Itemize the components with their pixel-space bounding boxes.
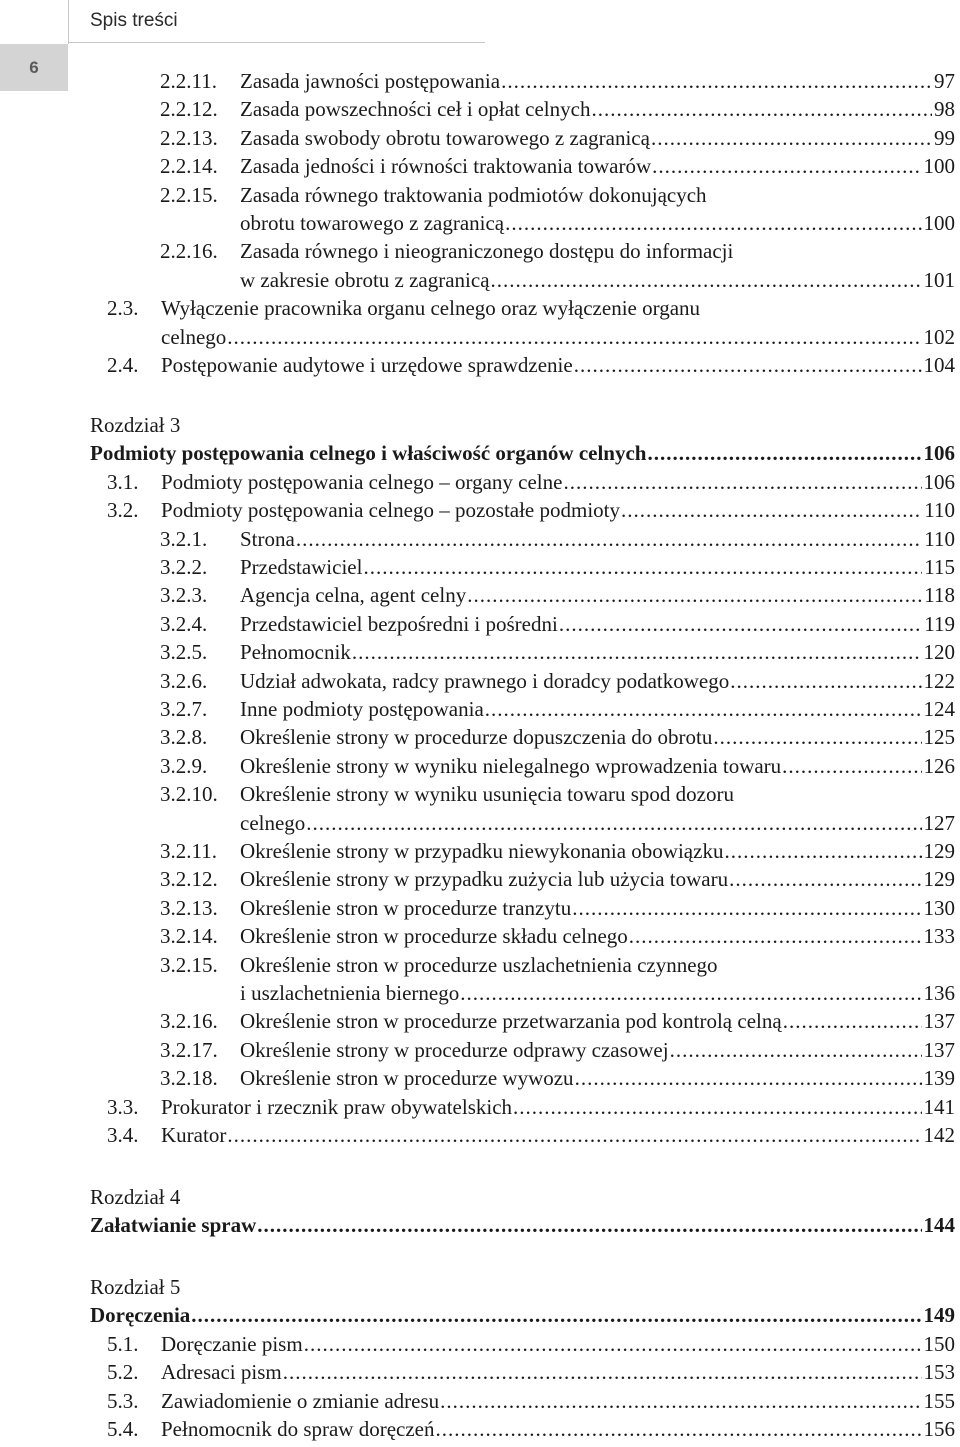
- entry-number: 5.3.: [107, 1388, 139, 1413]
- toc-entry: [240, 124, 955, 152]
- entry-title: Podmioty postępowania celnego i właściwość organów celnych: [90, 441, 647, 466]
- dot-leader: [647, 439, 921, 467]
- entry-title-line: Określenie stron w procedurze uszlachetnienia czynnego: [240, 952, 718, 977]
- entry-title: Adresaci pism: [161, 1360, 282, 1385]
- chapter-label: Rozdział 3: [90, 413, 181, 437]
- entry-title: Określenie stron w procedurze przetwarzania pod kontrolą celną: [240, 1009, 782, 1034]
- entry-title: celnego: [161, 324, 227, 349]
- entry-page: 139: [923, 1066, 955, 1091]
- entry-page: 100: [923, 211, 955, 235]
- toc-entry: [240, 553, 955, 581]
- toc-entry: [240, 581, 955, 609]
- dot-leader: [730, 667, 921, 695]
- entry-title: Przedstawiciel bezpośredni i pośredni: [240, 611, 558, 636]
- entry-page: 153: [923, 1360, 955, 1385]
- dot-leader: [724, 837, 921, 865]
- entry-number: 2.2.13.: [160, 125, 218, 150]
- entry-number: 5.1.: [107, 1331, 139, 1356]
- entry-number: 3.2.: [107, 498, 139, 523]
- entry-number: 3.2.7.: [160, 697, 208, 721]
- dot-leader: [652, 152, 921, 180]
- entry-number: 2.3.: [107, 296, 139, 321]
- entry-title: Określenie strony w przypadku zużycia lub użycia towaru: [240, 867, 729, 892]
- entry-title: celnego: [240, 810, 306, 835]
- entry-page: 119: [924, 611, 955, 636]
- toc-entry: [240, 752, 955, 780]
- entry-number: 3.2.15.: [160, 952, 218, 977]
- entry-page: 100: [923, 154, 955, 179]
- toc-entry: [240, 1007, 955, 1035]
- entry-page: 97: [934, 69, 955, 93]
- header-divider-horizontal: [68, 42, 485, 43]
- dot-leader: [651, 124, 932, 152]
- entry-number: 2.2.11.: [160, 69, 217, 93]
- dot-leader: [491, 266, 922, 294]
- entry-title: Udział adwokata, radcy prawnego i doradcy podatkowego: [240, 668, 730, 693]
- dot-leader: [729, 865, 921, 893]
- dot-leader: [782, 752, 921, 780]
- entry-page: 156: [923, 1417, 955, 1441]
- entry-page: 102: [923, 324, 955, 349]
- entry-title: Zasada powszechności ceł i opłat celnych: [240, 97, 591, 122]
- entry-number: 3.2.4.: [160, 611, 208, 636]
- dot-leader: [501, 67, 932, 95]
- dot-leader: [485, 695, 922, 723]
- dot-leader: [296, 525, 922, 553]
- entry-title: Określenie strony w procedurze odprawy czasowej: [240, 1037, 669, 1062]
- entry-page: 129: [923, 839, 955, 863]
- entry-page: 133: [923, 924, 955, 949]
- chapter-label: Rozdział 4: [90, 1185, 181, 1209]
- dot-leader: [191, 1301, 921, 1329]
- dot-leader: [467, 581, 922, 609]
- entry-title-line: Zasada równego traktowania podmiotów dokonujących: [240, 182, 707, 207]
- toc-entry: [161, 496, 955, 524]
- entry-title: Pełnomocnik: [240, 640, 351, 665]
- entry-number: 5.4.: [107, 1417, 139, 1441]
- entry-title: Pełnomocnik do spraw doręczeń: [161, 1417, 435, 1441]
- entry-number: 3.2.18.: [160, 1066, 218, 1091]
- entry-title: Określenie stron w procedurze wywozu: [240, 1066, 574, 1091]
- entry-title: Zasada jawności postępowania: [240, 69, 501, 93]
- toc-entry: [240, 894, 955, 922]
- entry-page: 110: [924, 498, 955, 523]
- entry-number: 3.2.14.: [160, 924, 218, 949]
- entry-number: 2.2.15.: [160, 182, 218, 207]
- entry-page: 142: [923, 1123, 955, 1147]
- entry-title-line: Określenie strony w wyniku usunięcia towaru spod dozoru: [240, 782, 734, 807]
- toc-entry: [240, 667, 955, 695]
- entry-number: 2.4.: [107, 353, 139, 377]
- entry-title: Określenie stron w procedurze składu celnego: [240, 924, 628, 949]
- dot-leader: [304, 1330, 922, 1358]
- entry-page: 101: [923, 267, 955, 292]
- toc-entry: [240, 638, 955, 666]
- entry-number: 3.2.16.: [160, 1009, 218, 1034]
- entry-page: 141: [923, 1094, 955, 1119]
- toc-entry: [240, 95, 955, 123]
- toc-entry: [240, 837, 955, 865]
- entry-title: Doręczenia: [90, 1303, 191, 1328]
- entry-page: 115: [924, 555, 955, 579]
- entry-page: 137: [923, 1037, 955, 1062]
- entry-title: Prokurator i rzecznik praw obywatelskich: [161, 1094, 513, 1119]
- entry-title: Doręczanie pism: [161, 1331, 303, 1356]
- entry-page: 110: [924, 526, 955, 551]
- entry-number: 2.2.14.: [160, 154, 218, 179]
- dot-leader: [575, 1064, 922, 1092]
- entry-number: 3.2.3.: [160, 583, 208, 608]
- toc-entry: [240, 979, 955, 1007]
- toc-entry: [161, 1330, 955, 1358]
- entry-title: Określenie stron w procedurze tranzytu: [240, 895, 572, 920]
- dot-leader: [440, 1387, 921, 1415]
- entry-title: Podmioty postępowania celnego – pozostałe podmioty: [161, 498, 621, 523]
- toc-entry: [240, 922, 955, 950]
- entry-number: 3.2.2.: [160, 555, 208, 579]
- entry-title: Zawiadomienie o zmianie adresu: [161, 1388, 440, 1413]
- running-head: Spis treści: [90, 10, 178, 31]
- entry-page: 136: [923, 981, 955, 1005]
- toc-entry: [240, 723, 955, 751]
- dot-leader: [559, 610, 922, 638]
- chapter-label: Rozdział 5: [90, 1275, 181, 1299]
- dot-leader: [352, 638, 922, 666]
- toc-entry: [161, 1358, 955, 1386]
- entry-number: 3.2.13.: [160, 895, 218, 920]
- toc-entry: [240, 695, 955, 723]
- entry-title: Postępowanie audytowe i urzędowe sprawdzenie: [161, 353, 573, 377]
- entry-number: 3.2.9.: [160, 753, 208, 778]
- entry-page: 126: [923, 753, 955, 778]
- toc-entry: [90, 1211, 955, 1239]
- entry-number: 3.2.10.: [160, 782, 218, 807]
- entry-number: 3.2.5.: [160, 640, 208, 665]
- toc-entry: [90, 1301, 955, 1329]
- dot-leader: [363, 553, 922, 581]
- toc-entry: [240, 865, 955, 893]
- toc-entry: [240, 525, 955, 553]
- entry-number: 3.1.: [107, 469, 139, 494]
- entry-title: Agencja celna, agent celny: [240, 583, 467, 608]
- dot-leader: [713, 723, 921, 751]
- entry-page: 120: [923, 640, 955, 665]
- entry-title: Strona: [240, 526, 295, 551]
- entry-title: Określenie strony w przypadku niewykonania obowiązku: [240, 839, 724, 863]
- entry-title: i uszlachetnienia biernego: [240, 981, 460, 1005]
- entry-number: 3.2.1.: [160, 526, 208, 551]
- entry-page: 106: [923, 469, 955, 494]
- toc-entry: [161, 468, 955, 496]
- entry-number: 2.2.12.: [160, 97, 218, 122]
- toc-entry: [161, 1415, 955, 1443]
- entry-title: Określenie strony w procedurze dopuszczenia do obrotu: [240, 725, 713, 750]
- entry-page: 125: [923, 725, 955, 750]
- entry-number: 3.4.: [107, 1123, 139, 1147]
- entry-page: 150: [923, 1331, 955, 1356]
- entry-page: 130: [923, 895, 955, 920]
- toc-entry: [240, 152, 955, 180]
- entry-title-line: Zasada równego i nieograniczonego dostępu do informacji: [240, 239, 734, 264]
- dot-leader: [629, 922, 922, 950]
- toc-entry: [240, 610, 955, 638]
- toc-entry: [240, 1036, 955, 1064]
- entry-title: obrotu towarowego z zagranicą: [240, 211, 505, 235]
- dot-leader: [783, 1007, 922, 1035]
- entry-number: 2.2.16.: [160, 239, 218, 264]
- header-divider-vertical: [68, 0, 69, 44]
- dot-leader: [227, 323, 921, 351]
- entry-title: Inne podmioty postępowania: [240, 697, 484, 721]
- entry-page: 124: [923, 697, 955, 721]
- entry-page: 144: [923, 1213, 955, 1238]
- entry-title: Określenie strony w wyniku nielegalnego wprowadzenia towaru: [240, 753, 782, 778]
- entry-page: 155: [923, 1388, 955, 1413]
- entry-title-line: Wyłączenie pracownika organu celnego oraz wyłączenie organu: [161, 296, 701, 321]
- toc-entry: [161, 1121, 955, 1149]
- toc-entry: [161, 1093, 955, 1121]
- toc-entry: [240, 67, 955, 95]
- dot-leader: [574, 351, 922, 379]
- entry-title: Podmioty postępowania celnego – organy celne: [161, 469, 563, 494]
- entry-number: 3.3.: [107, 1094, 139, 1119]
- entry-title: Zasada swobody obrotu towarowego z zagranicą: [240, 125, 650, 150]
- toc-entry: [240, 809, 955, 837]
- dot-leader: [227, 1121, 921, 1149]
- entry-number: 3.2.8.: [160, 725, 208, 750]
- entry-title: Przedstawiciel: [240, 555, 363, 579]
- entry-title: Załatwianie spraw: [90, 1213, 257, 1238]
- dot-leader: [591, 95, 932, 123]
- dot-leader: [436, 1415, 922, 1443]
- toc-entry: [161, 351, 955, 379]
- entry-page: 104: [923, 353, 955, 377]
- toc-entry: [161, 323, 955, 351]
- dot-leader: [505, 209, 921, 237]
- entry-page: 118: [924, 583, 955, 608]
- entry-title: Zasada jedności i równości traktowania towarów: [240, 154, 652, 179]
- dot-leader: [283, 1358, 922, 1386]
- dot-leader: [513, 1093, 921, 1121]
- toc-entry: [90, 439, 955, 467]
- toc-entry: [240, 1064, 955, 1092]
- entry-number: 3.2.12.: [160, 867, 218, 892]
- dot-leader: [460, 979, 921, 1007]
- dot-leader: [670, 1036, 922, 1064]
- dot-leader: [306, 809, 921, 837]
- dot-leader: [563, 468, 921, 496]
- entry-title: Kurator: [161, 1123, 227, 1147]
- entry-page: 106: [923, 441, 955, 466]
- entry-title: w zakresie obrotu z zagranicą: [240, 267, 490, 292]
- entry-page: 149: [923, 1303, 955, 1328]
- page-number-tab: 6: [0, 44, 68, 91]
- entry-page: 137: [923, 1009, 955, 1034]
- toc-entry: [240, 209, 955, 237]
- dot-leader: [257, 1211, 921, 1239]
- entry-page: 122: [923, 668, 955, 693]
- entry-number: 3.2.6.: [160, 668, 208, 693]
- entry-number: 3.2.11.: [160, 839, 217, 863]
- entry-page: 98: [934, 97, 955, 122]
- toc-entry: [240, 266, 955, 294]
- entry-number: 3.2.17.: [160, 1037, 218, 1062]
- entry-number: 5.2.: [107, 1360, 139, 1385]
- entry-page: 127: [923, 810, 955, 835]
- dot-leader: [621, 496, 922, 524]
- entry-page: 99: [934, 125, 955, 150]
- entry-page: 129: [923, 867, 955, 892]
- dot-leader: [572, 894, 921, 922]
- toc-entry: [161, 1387, 955, 1415]
